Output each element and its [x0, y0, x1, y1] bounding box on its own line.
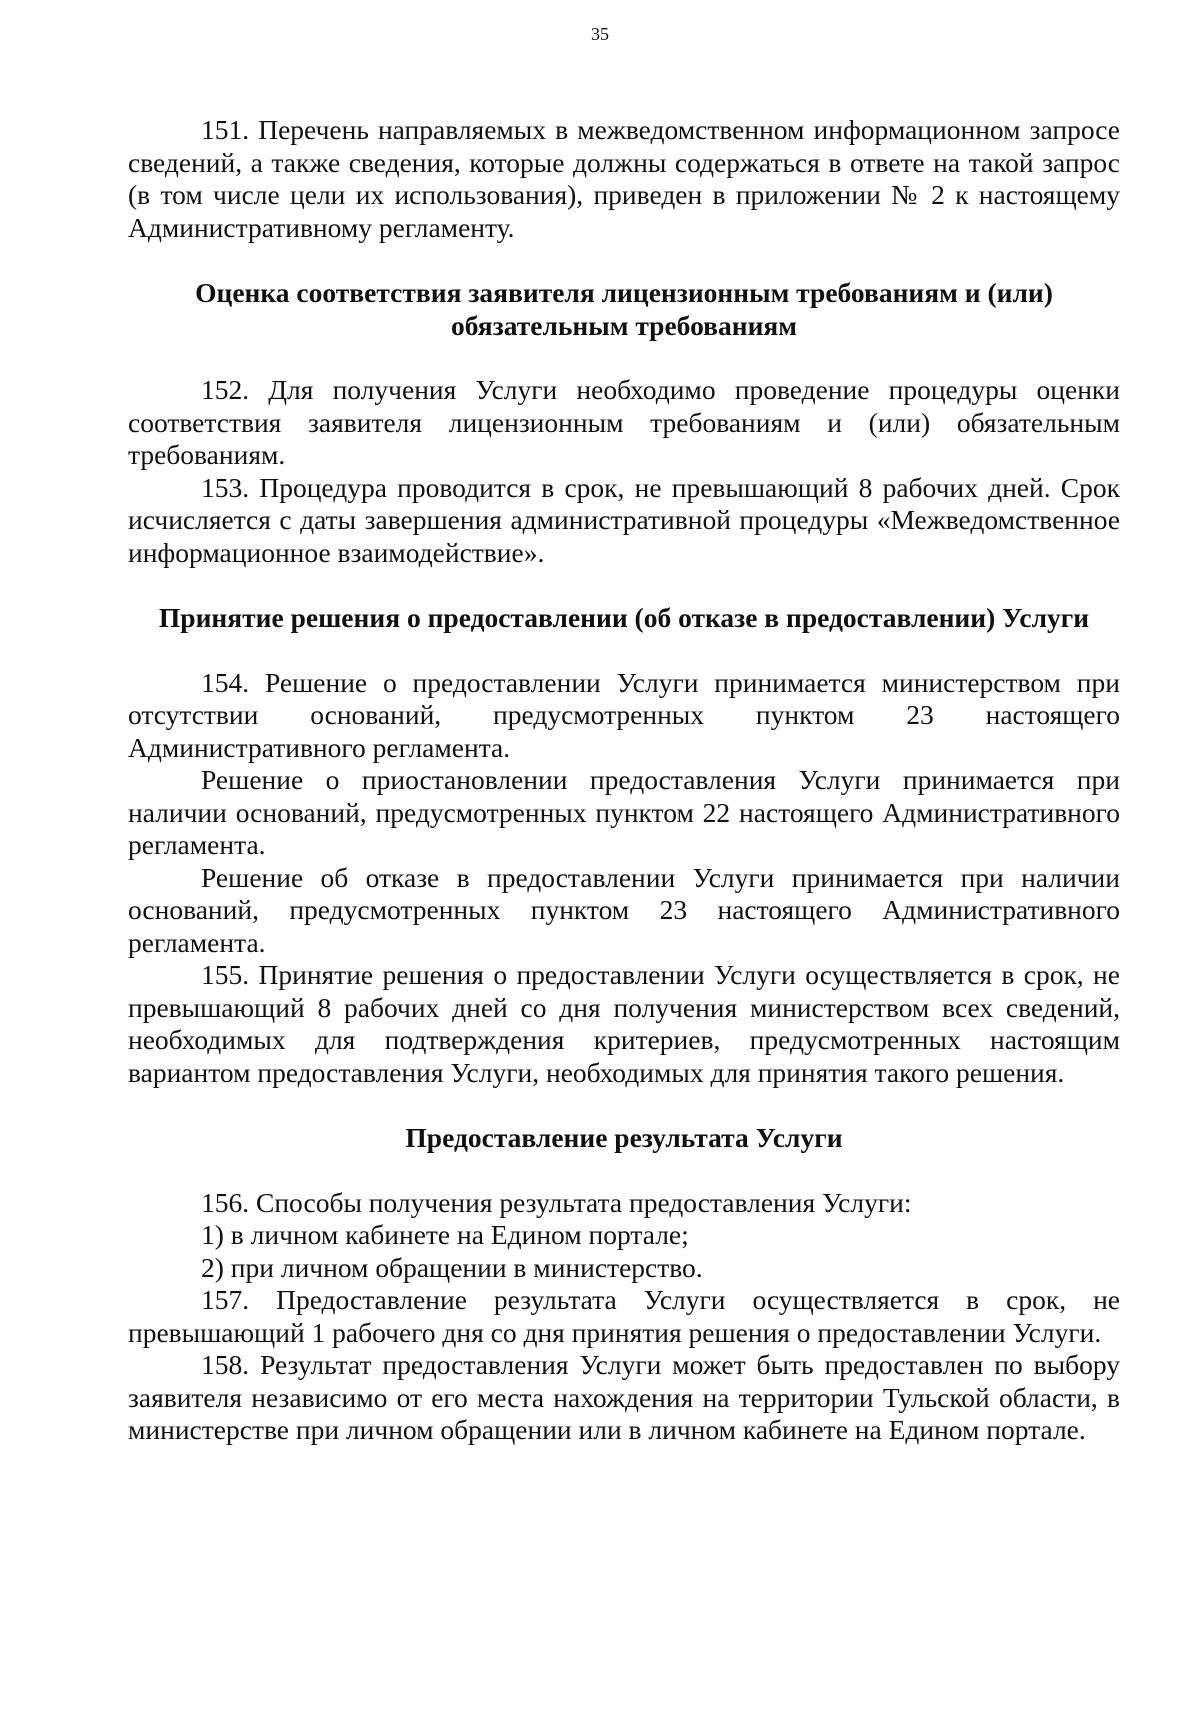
paragraph-152: 152. Для получения Услуги необходимо проведение процедуры оценки соответствия заявителя лицензионным требованиям и (или) обязательным требованиям.: [128, 374, 1120, 470]
page-number: 35: [591, 24, 609, 44]
paragraph-158: 158. Результат предоставления Услуги может быть предоставлен по выбору заявителя независимо от его места нахождения на территории Тульской области, в министерстве при личном обращении или в личном кабинете на Едином портале.: [128, 1349, 1120, 1445]
heading-result: Предоставление результата Услуги: [405, 1122, 843, 1153]
paragraph-154-suspension: Решение о приостановлении предоставления Услуги принимается при наличии оснований, предусмотренных пунктом 22 настоящего Административного регламента.: [128, 764, 1120, 860]
paragraph-157: 157. Предоставление результата Услуги осуществляется в срок, не превышающий 1 рабочего дня со дня принятия решения о предоставлении Услуги.: [128, 1284, 1120, 1348]
list-item-156-2: 2) при личном обращении в министерство.: [201, 1251, 703, 1283]
document-body: [128, 114, 1120, 1447]
paragraph-154: 154. Решение о предоставлении Услуги принимается министерством при отсутствии оснований, предусмотренных пунктом 23 настоящего Административного регламента.: [128, 666, 1120, 763]
paragraph-154-refusal: Решение об отказе в предоставлении Услуги принимается при наличии оснований, предусмотренных пунктом 23 настоящего Административного регламента.: [128, 861, 1120, 958]
paragraph-151: 151. Перечень направляемых в межведомственном информационном запросе сведений, а также сведения, которые должны содержаться в ответе на такой запрос (в том числе цели их использования), приведен в приложении № 2 к настоящему Административному регламенту.: [128, 114, 1120, 243]
heading-assessment: Оценка соответствия заявителя лицензионным требованиям и (или) обязательным требованиям: [195, 277, 1053, 341]
heading-decision: Принятие решения о предоставлении (об отказе в предоставлении) Услуги: [158, 602, 1090, 633]
paragraph-155: 155. Принятие решения о предоставлении Услуги осуществляется в срок, не превышающий 8 рабочих дней со дня получения министерством всех сведений, необходимых для подтверждения критериев, предусмотренных настоящим вариантом предоставления Услуги, необходимых для принятия такого решения.: [128, 959, 1120, 1088]
list-item-156-1: 1) в личном кабинете на Едином портале;: [201, 1219, 689, 1250]
paragraph-156: 156. Способы получения результата предоставления Услуги:: [201, 1186, 912, 1218]
paragraph-153: 153. Процедура проводится в срок, не превышающий 8 рабочих дней. Срок исчисляется с даты завершения административной процедуры «Межведомственное информационное взаимодействие».: [128, 471, 1120, 568]
